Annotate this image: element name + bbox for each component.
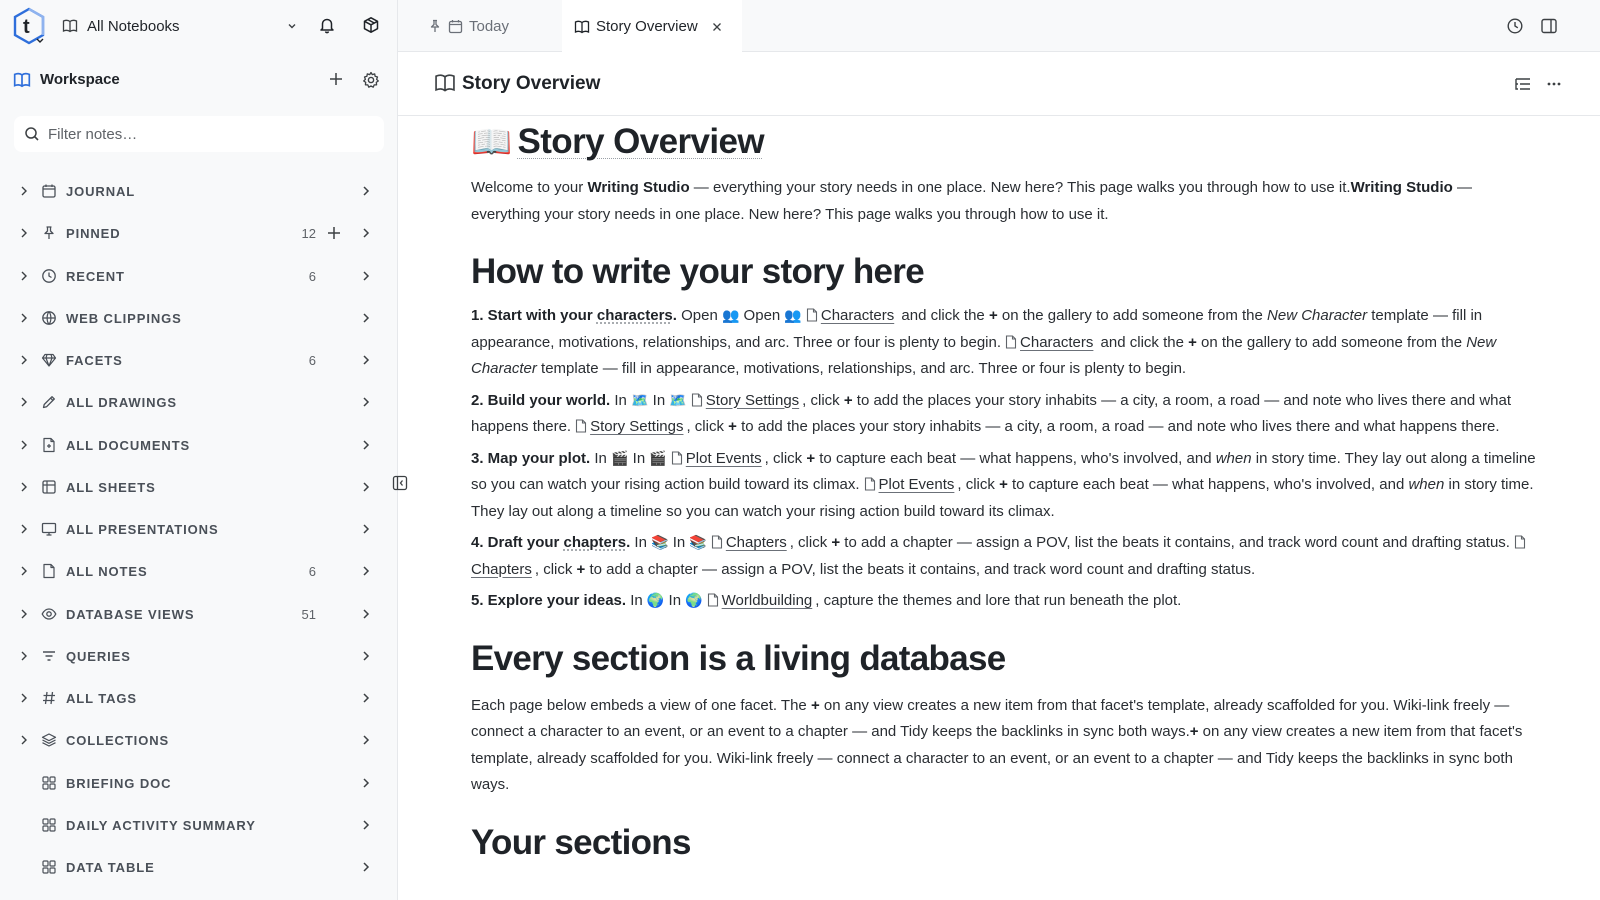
book-icon xyxy=(434,72,456,94)
chevron-right-icon[interactable] xyxy=(18,226,30,240)
hash-icon xyxy=(41,690,57,706)
gear-icon[interactable] xyxy=(362,71,380,89)
sheet-icon xyxy=(41,479,57,495)
book-icon xyxy=(62,18,78,34)
open-section-icon[interactable] xyxy=(360,776,372,790)
plot-events-link[interactable]: Plot Events xyxy=(878,476,955,493)
open-section-icon[interactable] xyxy=(360,522,372,536)
database-paragraph: Each page below embeds a view of one facet. The + on any view creates a new item from that facet's template, already scaffolded for you. Wiki-link freely — connect a character to an event, or an event to a chapter — and Tidy keeps the backlinks in sync both ways.+ on any view creates a new item from that facet's template, already scaffolded for you. Wiki-link freely — connect a character to an event, or an event to a chapter — and Tidy keeps the backlinks in sync both ways. xyxy=(471,696,1523,793)
page-icon xyxy=(711,535,723,549)
grid-icon xyxy=(41,817,57,833)
story-settings-link[interactable]: Story Settings xyxy=(590,418,684,435)
tab-bar xyxy=(398,0,1600,52)
close-icon[interactable] xyxy=(712,22,722,32)
calendar-icon xyxy=(41,183,57,199)
heading-living-database: Every section is a living database xyxy=(471,638,1006,678)
sidebar-item-label: FACETS xyxy=(66,353,123,368)
sidebar-item-label: PINNED xyxy=(66,226,121,242)
svg-text:t: t xyxy=(23,16,30,38)
item-count: 51 xyxy=(301,606,316,622)
book-icon xyxy=(13,71,31,89)
note-icon xyxy=(41,563,57,579)
sidebar-item-collections[interactable] xyxy=(0,719,398,761)
chevron-right-icon[interactable] xyxy=(18,564,30,578)
worldbuilding-link[interactable]: Worldbuilding xyxy=(721,592,813,609)
sidebar-item-recent[interactable] xyxy=(0,255,398,297)
chevron-right-icon[interactable] xyxy=(18,353,30,367)
open-section-icon[interactable] xyxy=(360,564,372,578)
open-section-icon[interactable] xyxy=(360,395,372,409)
page-icon xyxy=(671,451,683,465)
chevron-right-icon[interactable] xyxy=(18,438,30,452)
document-title xyxy=(471,122,1541,162)
book-icon xyxy=(574,19,590,35)
sidebar-item-label: ALL DRAWINGS xyxy=(66,395,177,411)
chevron-right-icon[interactable] xyxy=(18,311,30,325)
page-icon xyxy=(707,593,719,607)
sidebar-item-data-table[interactable] xyxy=(0,846,398,888)
characters-link[interactable]: Characters xyxy=(820,307,895,324)
sidebar-item-daily-activity-summary[interactable] xyxy=(0,804,398,846)
sidebar-item-label: QUERIES xyxy=(66,648,131,664)
item-count: 6 xyxy=(308,564,316,580)
sidebar-item-briefing-doc[interactable] xyxy=(0,762,398,804)
chevron-right-icon[interactable] xyxy=(18,184,30,198)
step-chapters: 4. Draft your chapters. In 📚 In 📚 Chapters , click + to add a chapter — assign a POV, list the beats it contains, and track word count and drafting status. Chapters , click + to add a chapter — assign a POV, list the beats it contains, and track word count and drafting status. xyxy=(471,530,1541,583)
chevron-right-icon[interactable] xyxy=(18,395,30,409)
add-icon[interactable] xyxy=(328,71,344,87)
open-section-icon[interactable] xyxy=(360,438,372,452)
outline-icon[interactable] xyxy=(1514,76,1532,92)
item-count: 6 xyxy=(308,353,316,368)
sidebar-item-label: BRIEFING DOC xyxy=(66,775,172,791)
chevron-right-icon[interactable] xyxy=(18,269,30,283)
grid-icon xyxy=(41,859,57,875)
sidebar-item-label: ALL SHEETS xyxy=(66,479,156,495)
sidebar-item-label: COLLECTIONS xyxy=(66,733,170,749)
filter-icon xyxy=(41,648,57,664)
layers-icon xyxy=(41,732,57,748)
page-icon xyxy=(1005,335,1017,349)
pin-icon xyxy=(41,225,57,241)
bell-icon[interactable] xyxy=(318,16,336,34)
open-section-icon[interactable] xyxy=(360,226,372,240)
search-icon xyxy=(24,126,40,142)
tab-today[interactable] xyxy=(428,0,578,52)
sidebar-item-all-presentations[interactable] xyxy=(0,508,398,550)
open-section-icon[interactable] xyxy=(360,480,372,494)
heading-how-to-write: How to write your story here xyxy=(471,252,924,291)
heading-your-sections: Your sections xyxy=(471,822,691,862)
step-characters: 1. Start with your characters. Open 👥 Open 👥 Characters and click the + on the gallery to add someone from the New Character template — fill in appearance, motivations, relationships, and arc. Three or four is plenty to begin. Characters and click the + on the gallery to add someone from the New Character template — fill in appearance, motivations, relationships, and arc. Three or four is plenty to begin. xyxy=(471,307,1497,377)
filter-notes-input[interactable] xyxy=(48,126,348,143)
sidebar-item-label: DATABASE VIEWS xyxy=(66,606,195,622)
steps-list xyxy=(471,303,1541,615)
chevron-right-icon[interactable] xyxy=(18,607,30,621)
open-section-icon[interactable] xyxy=(360,269,372,283)
open-section-icon[interactable] xyxy=(360,649,372,663)
chevron-right-icon[interactable] xyxy=(18,733,30,747)
step-world: 2. Build your world. In 🗺️ In 🗺️ Story Settings , click + to add the places your story inhabits — a city, a room, a road — and note who lives there and what happens there. Story Settings , click + to add the places your story inhabits — a city, a room, a road — and note who lives there and what happens there. xyxy=(471,391,1512,435)
gem-icon xyxy=(41,352,57,368)
sidebar-item-all-documents[interactable] xyxy=(0,424,398,466)
open-section-icon[interactable] xyxy=(360,818,372,832)
calendar-icon xyxy=(448,19,463,34)
globe-icon xyxy=(41,310,57,326)
chapters-wikilink[interactable]: chapters xyxy=(563,534,627,551)
tab-story-overview-label: Story Overview xyxy=(596,18,698,35)
sidebar-item-label: ALL TAGS xyxy=(66,691,137,706)
page-icon xyxy=(691,393,703,407)
open-section-icon[interactable] xyxy=(360,733,372,747)
notebook-switcher-label: All Notebooks xyxy=(87,17,180,35)
sidebar-item-all-tags[interactable] xyxy=(0,677,398,719)
chevron-right-icon[interactable] xyxy=(18,480,30,494)
sidebar-item-label: WEB CLIPPINGS xyxy=(66,310,182,326)
sidebar-nav xyxy=(0,170,398,888)
collapse-sidebar-icon[interactable] xyxy=(392,475,408,491)
chevron-right-icon[interactable] xyxy=(18,691,30,705)
step-ideas: 5. Explore your ideas. In 🌍 In 🌍 Worldbuilding , capture the themes and lore that run beneath the plot. xyxy=(471,592,1182,609)
presentation-icon xyxy=(41,521,57,537)
characters-wikilink[interactable]: characters xyxy=(596,307,673,324)
tab-today-label: Today xyxy=(469,17,510,35)
document-header-title: Story Overview xyxy=(462,73,601,94)
plot-events-link[interactable]: Plot Events xyxy=(685,449,762,467)
sidebar-topbar xyxy=(0,0,398,52)
chevron-right-icon[interactable] xyxy=(18,649,30,663)
sidebar-item-all-notes[interactable] xyxy=(0,550,398,592)
sidebar-item-label: JOURNAL xyxy=(66,184,136,199)
sidebar-item-all-drawings[interactable] xyxy=(0,381,398,423)
more-options-icon[interactable] xyxy=(1546,76,1562,92)
filter-notes-field[interactable] xyxy=(14,116,384,152)
sidebar-item-label: ALL DOCUMENTS xyxy=(66,437,191,453)
eye-icon xyxy=(41,606,57,622)
chapters-link[interactable]: Chapters xyxy=(725,534,787,551)
intro-paragraph: Welcome to your Writing Studio — everything your story needs in one place. New here? This page walks you through how to use it.Writing Studio — everything your story needs in one place. New here? This page walks you through how to use it. xyxy=(471,179,1472,223)
sidebar-item-label: ALL PRESENTATIONS xyxy=(66,522,219,537)
tab-story-overview[interactable] xyxy=(562,0,742,53)
item-count: 12 xyxy=(301,226,316,242)
sidebar-item-pinned[interactable] xyxy=(0,212,398,254)
page-icon xyxy=(806,308,818,322)
open-section-icon[interactable] xyxy=(360,607,372,621)
sidebar-item-label: ALL NOTES xyxy=(66,564,148,580)
sidebar-item-label: DAILY ACTIVITY SUMMARY xyxy=(66,817,256,833)
pin-icon xyxy=(428,19,442,33)
open-book-emoji: 📖 xyxy=(471,122,512,160)
page-icon xyxy=(864,477,876,491)
document-header xyxy=(398,52,1600,116)
right-panel-icon[interactable] xyxy=(1540,17,1558,35)
sidebar-item-database-views[interactable] xyxy=(0,593,398,635)
page-icon xyxy=(1514,535,1526,549)
open-section-icon[interactable] xyxy=(360,311,372,325)
sidebar-item-queries[interactable] xyxy=(0,635,398,677)
chevron-down-icon xyxy=(286,20,298,32)
history-icon[interactable] xyxy=(1506,17,1524,35)
clock-icon xyxy=(41,268,57,284)
document-icon xyxy=(41,437,57,453)
notebook-switcher[interactable] xyxy=(62,14,298,38)
characters-link[interactable]: Characters xyxy=(1020,333,1094,351)
sidebar-item-web-clippings[interactable] xyxy=(0,297,398,339)
chevron-right-icon[interactable] xyxy=(18,522,30,536)
open-section-icon[interactable] xyxy=(360,691,372,705)
pencil-icon xyxy=(41,394,57,410)
open-section-icon[interactable] xyxy=(360,184,372,198)
sidebar-item-label: RECENT xyxy=(66,268,125,284)
sidebar-item-journal[interactable] xyxy=(0,170,398,212)
cube-icon[interactable] xyxy=(362,16,380,34)
step-plot: 3. Map your plot. In 🎬 In 🎬 Plot Events , click + to capture each beat — what happens, who's involved, and when in story time. They lay out along a timeline so you can watch your rising action build toward its climax. Plot Events , click + to capture each beat — what happens, who's involved, and when in story time. They lay out along a timeline so you can watch your rising action build toward its climax. xyxy=(471,449,1536,520)
item-count: 6 xyxy=(308,268,316,284)
sidebar xyxy=(0,0,398,900)
add-icon[interactable] xyxy=(326,225,342,241)
sidebar-item-label: DATA TABLE xyxy=(66,860,155,875)
workspace-title: Workspace xyxy=(40,71,120,88)
app-logo[interactable] xyxy=(10,6,48,46)
page-icon xyxy=(575,419,587,433)
workspace-header xyxy=(0,62,398,98)
document-title-text[interactable]: Story Overview xyxy=(517,122,764,161)
document-body xyxy=(471,118,1541,900)
open-section-icon[interactable] xyxy=(360,860,372,874)
sidebar-item-facets[interactable] xyxy=(0,339,398,381)
chapters-link[interactable]: Chapters xyxy=(471,560,532,578)
story-settings-link[interactable]: Story Settings xyxy=(705,391,800,409)
open-section-icon[interactable] xyxy=(360,353,372,367)
grid-icon xyxy=(41,775,57,791)
sidebar-item-all-sheets[interactable] xyxy=(0,466,398,508)
